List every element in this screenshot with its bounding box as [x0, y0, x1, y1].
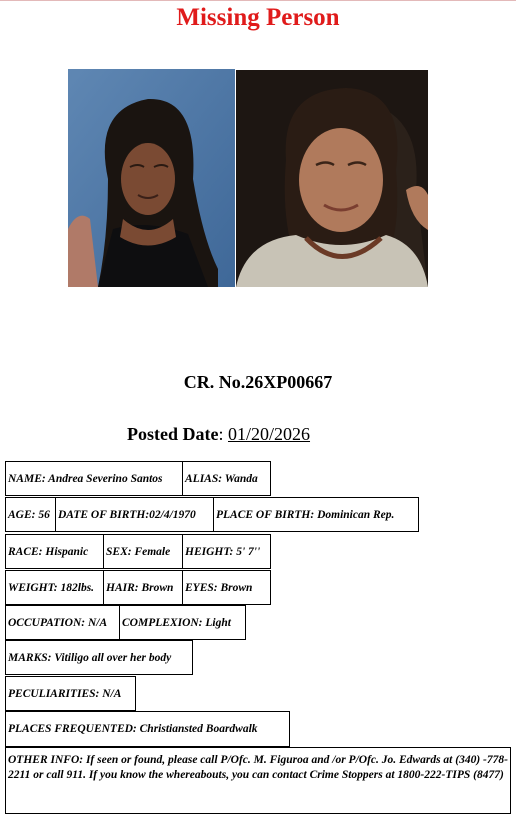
posted-date-line [127, 424, 310, 445]
field-occupation: OCCUPATION: N/A [5, 605, 120, 640]
person-photo-2 [236, 70, 428, 287]
field-age: AGE: 56 [5, 497, 56, 532]
posted-date-label: Posted Date [127, 424, 219, 444]
field-sex: SEX: Female [103, 534, 183, 569]
posted-date-value: 01/20/2026 [228, 424, 311, 444]
posted-date-colon: : [218, 424, 228, 444]
field-hair: HAIR: Brown [103, 570, 183, 605]
field-eyes: EYES: Brown [182, 570, 271, 605]
field-marks: MARKS: Vitiligo all over her body [5, 640, 193, 675]
field-height: HEIGHT: 5' 7'' [182, 534, 271, 569]
field-race: RACE: Hispanic [5, 534, 104, 569]
field-name: NAME: Andrea Severino Santos [5, 461, 183, 496]
field-weight: WEIGHT: 182lbs. [5, 570, 104, 605]
top-rule [0, 0, 516, 1]
case-number: CR. No.26XP00667 [183, 372, 333, 392]
page-title: Missing Person [176, 4, 340, 31]
field-dob: DATE OF BIRTH:02/4/1970 [55, 497, 214, 532]
person-photo-1 [68, 69, 235, 287]
field-place-of-birth: PLACE OF BIRTH: Dominican Rep. [213, 497, 419, 532]
field-complexion: COMPLEXION: Light [119, 605, 246, 640]
field-places-frequented: PLACES FREQUENTED: Christiansted Boardwalk [5, 711, 290, 747]
field-peculiarities: PECULIARITIES: N/A [5, 676, 136, 711]
field-other-info: OTHER INFO: If seen or found, please call P/Ofc. M. Figuroa and /or P/Ofc. Jo. Edwards at (340) -778-2211 or call 911. If you know the whereabouts, you can contact Crime Stoppers at 1800-222-TIPS (8477) [5, 747, 511, 814]
field-alias: ALIAS: Wanda [182, 461, 271, 496]
